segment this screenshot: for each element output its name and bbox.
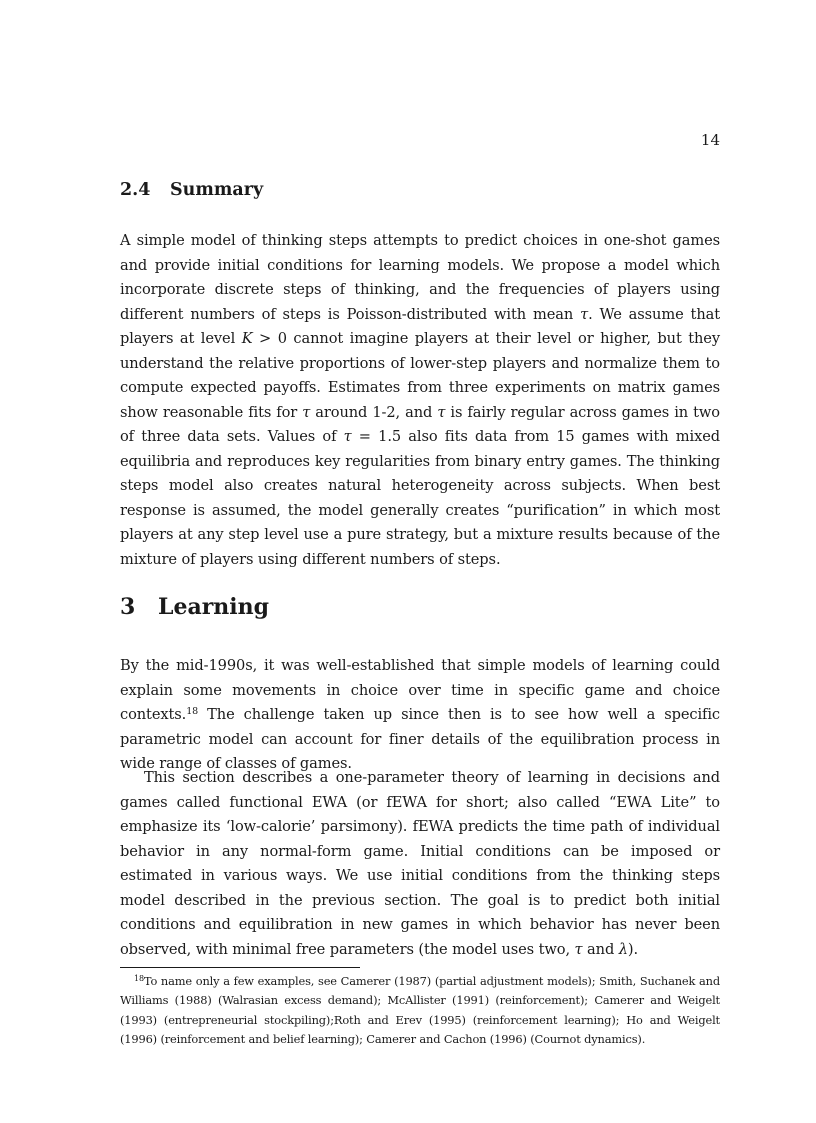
subsection-heading — [120, 180, 720, 200]
math-symbol: K — [241, 330, 253, 347]
subsection-number: 2.4 — [120, 180, 151, 200]
text-run: This section describes a one-parameter theory of learning in decisions and games called functional EWA (or fEWA for short; also called “EWA Lite” to emphasize its ‘low-calorie’ parsimony). fEWA predicts the time path of individual behavior in any normal-form game. Initial conditions can be imposed or estimated in various ways. We use initial conditions from the thinking steps model described in the previous section. The goal is to predict both initial conditions and equilibration in new games in which behavior has never been observed, with minimal free parameters (the model uses two, — [120, 769, 720, 958]
learning-paragraph-2 — [120, 766, 720, 962]
text-run: The challenge taken up since then is to see how well a specific parametric model can account for finer details of the equilibration process in wide range of classes of games. — [120, 706, 720, 772]
math-symbol: τ — [574, 940, 583, 958]
footnote-reference: 18 — [186, 706, 199, 717]
math-symbol: λ — [618, 940, 628, 958]
section-title: Learning — [158, 594, 270, 620]
text-run: = 1.5 also fits data from 15 games with mixed equilibria and reproduces key regularities from binary entry games. The thinking steps model also creates natural heterogeneity across subjects. When best response is assumed, the model generally creates “purification” in which most players at any step level use a pure strategy, but a mixture results because of the mixture of players using different numbers of steps. — [120, 428, 720, 568]
text-run: is fairly regular across games in two of three data sets. Values of — [120, 403, 720, 445]
text-run: > 0 cannot imagine players at their level or higher, but they understand the relative proportions of lower-step players and normalize them to compute expected payoffs. Estimates from three experiments on matrix games show reasonable fits for — [120, 330, 720, 421]
footnote-18 — [120, 972, 720, 1050]
text-run: ). — [627, 940, 639, 958]
text-run: and — [582, 940, 619, 958]
math-symbol: τ — [580, 305, 589, 323]
text-run: By the mid-1990s, it was well-established that simple models of learning could explain some movements in choice over time in specific game and choice contexts. — [120, 657, 720, 723]
summary-paragraph — [120, 229, 720, 572]
footnote-text: To name only a few examples, see Camerer (1987) (partial adjustment models); Smith, Suchanek and Williams (1988) (Walrasian excess demand); McAllister (1991) (reinforcement); Camerer and Weigelt (1993) (entrepreneurial stockpiling);Roth and Erev (1995) (reinforcement learning); Ho and Weigelt (1996) (reinforcement and belief learning); Camerer and Cachon (1996) (Cournot dynamics). — [120, 974, 720, 1047]
page-number: 14 — [700, 131, 720, 149]
footnote-mark: 18 — [134, 974, 144, 983]
math-symbol: τ — [343, 428, 352, 445]
text-run: around 1-2, and — [310, 403, 438, 421]
footnote-divider — [120, 967, 360, 968]
text-run: . We assume that players at level — [120, 305, 720, 347]
learning-paragraph-1 — [120, 654, 720, 777]
math-symbol: τ — [437, 403, 446, 421]
math-symbol: τ — [302, 403, 311, 421]
section-number: 3 — [120, 594, 136, 620]
subsection-title: Summary — [170, 180, 264, 200]
section-heading — [120, 594, 720, 620]
text-run: A simple model of thinking steps attempts to predict choices in one-shot games and provide initial conditions for learning models. We propose a model which incorporate discrete steps of thinking, and the frequencies of players using different numbers of steps is Poisson-distributed with mean — [120, 232, 720, 323]
